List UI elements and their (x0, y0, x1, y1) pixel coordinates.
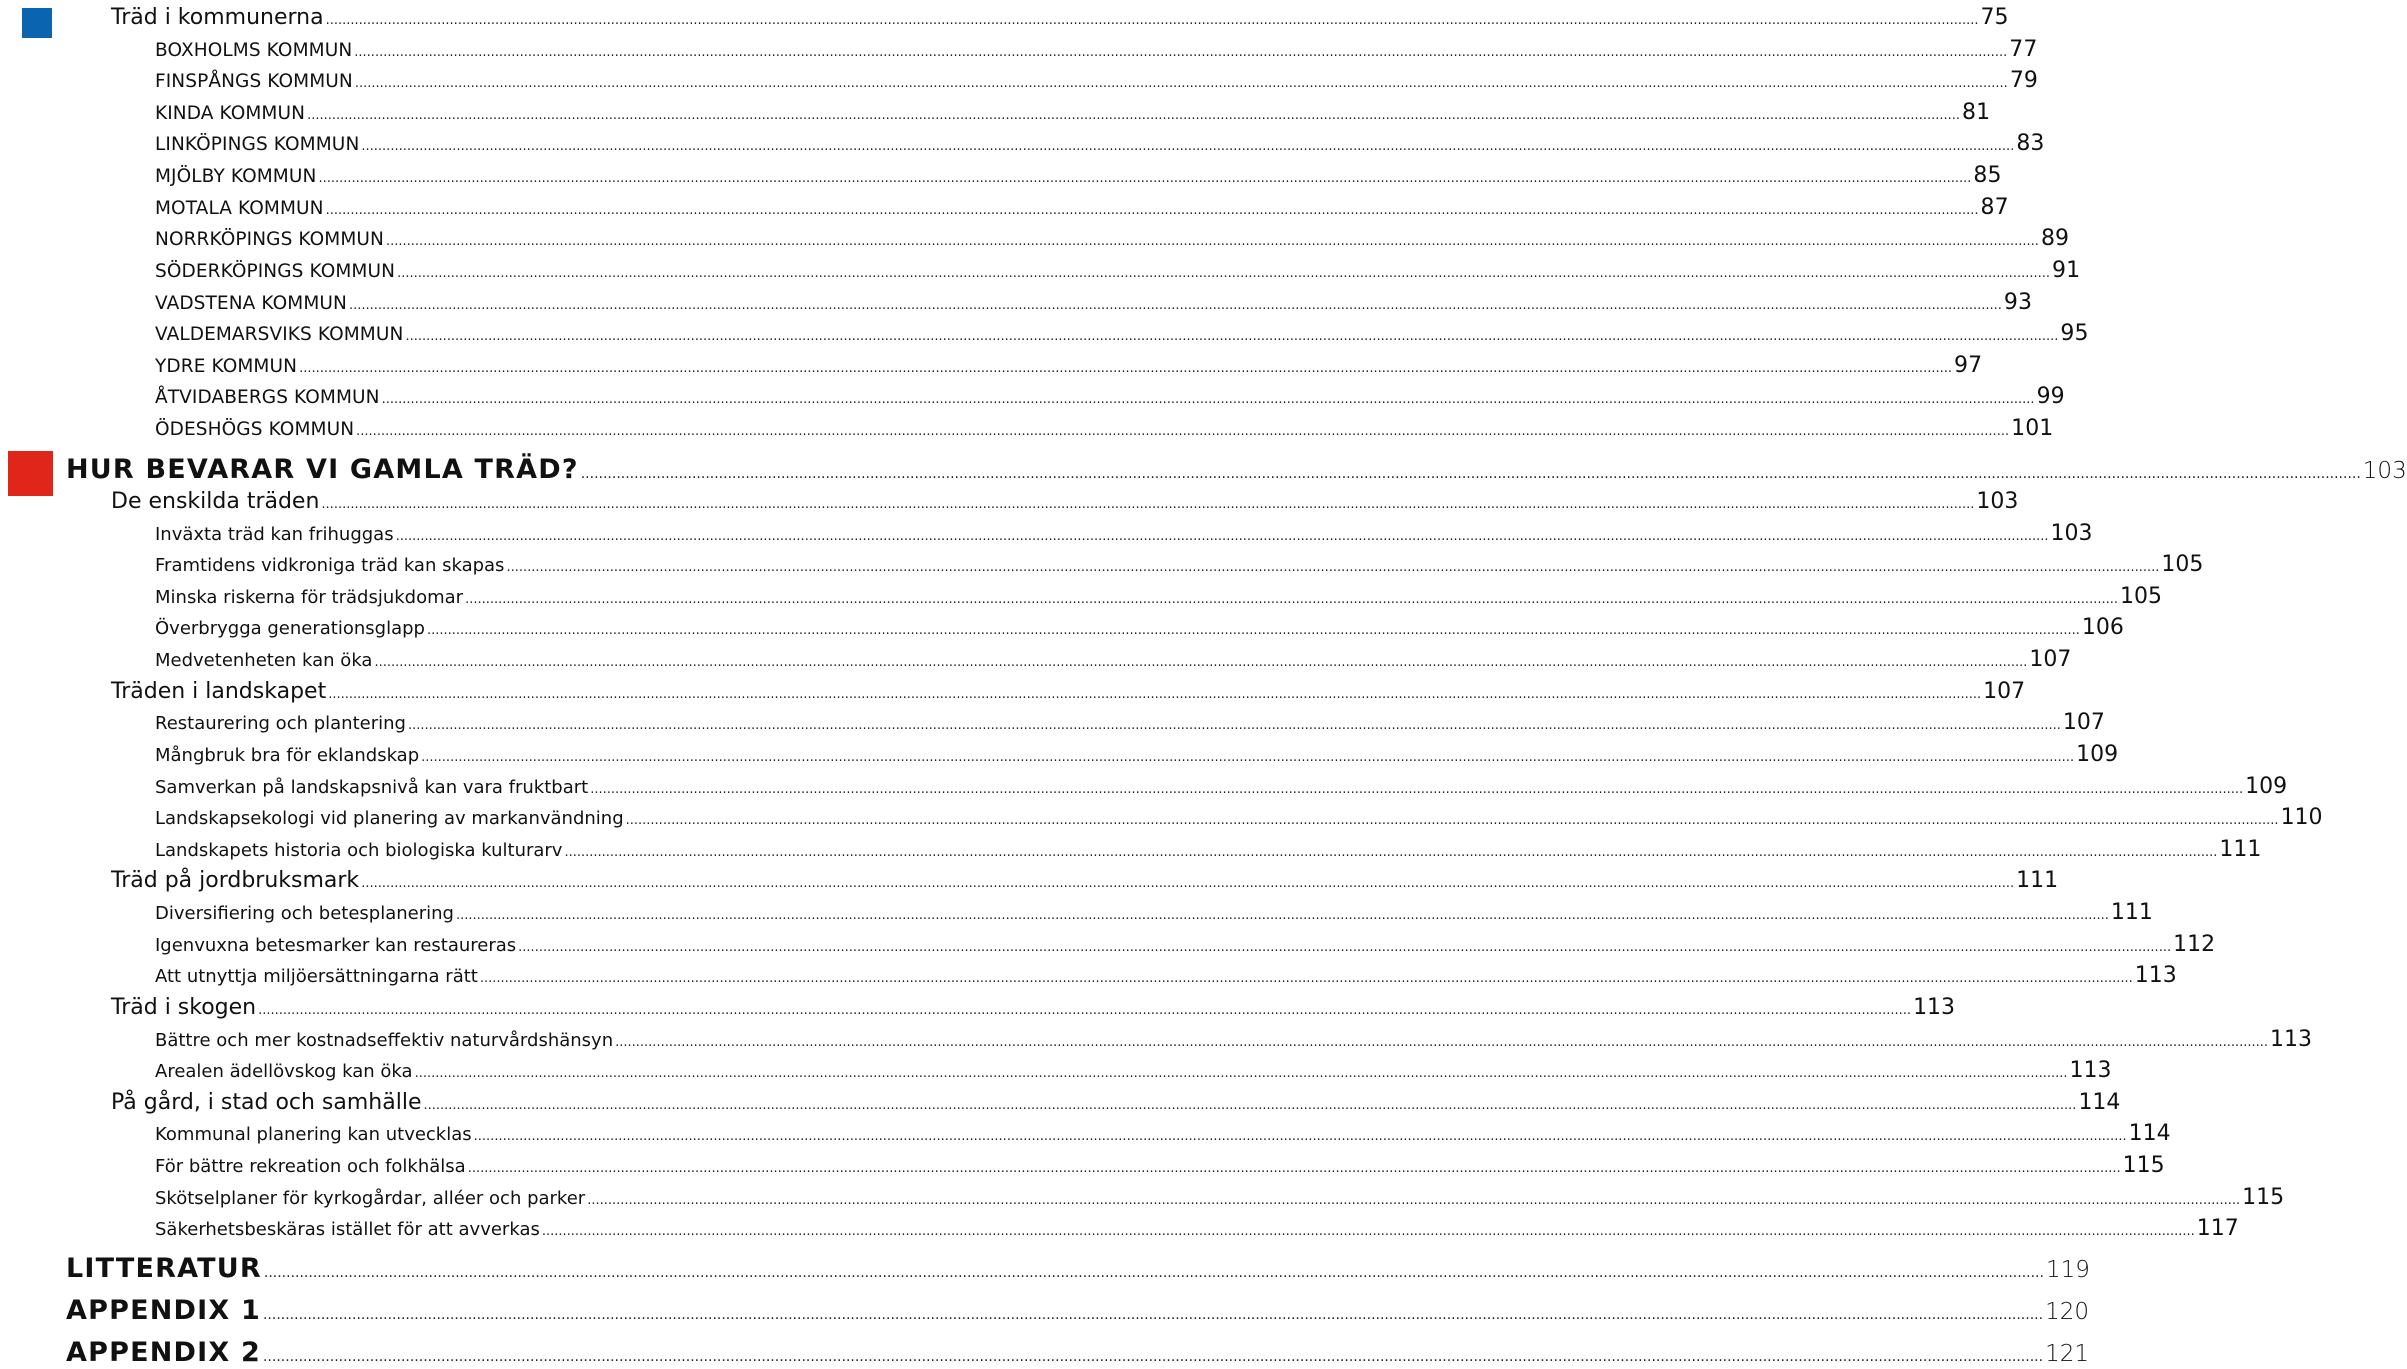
toc-entry-title: Restaurering och plantering (155, 713, 406, 735)
toc-entry-title: NORRKÖPINGS KOMMUN (155, 229, 384, 251)
toc-entry[interactable] (155, 805, 2323, 831)
toc-entry-page: 115 (2242, 1184, 2285, 1210)
toc-entry[interactable] (66, 1337, 2089, 1368)
toc-entry-page: 113 (2069, 1058, 2112, 1084)
toc-entry-page: 113 (2134, 963, 2177, 989)
toc-entry[interactable] (155, 773, 2288, 799)
toc-entry-page: 120 (2045, 1299, 2089, 1325)
toc-entry[interactable] (111, 868, 2059, 894)
toc-entry-page: 106 (2081, 615, 2124, 641)
toc-entry-title: Framtidens vidkroniga träd kan skapas (155, 555, 505, 577)
dot-leader: ................................................................................................................................................................................................................................................................................................................................................................................................................ (354, 44, 2008, 60)
dot-leader: ................................................................................................................................................................................................................................................................................................................................................................................................................ (564, 844, 2218, 860)
dot-leader: ................................................................................................................................................................................................................................................................................................................................................................................................................ (325, 202, 1979, 218)
toc-entry[interactable] (155, 1184, 2285, 1210)
dot-leader: ................................................................................................................................................................................................................................................................................................................................................................................................................ (318, 171, 1972, 187)
toc-entry[interactable] (155, 163, 2002, 189)
dot-leader: ................................................................................................................................................................................................................................................................................................................................................................................................................ (625, 813, 2279, 829)
dot-leader: ................................................................................................................................................................................................................................................................................................................................................................................................................ (328, 686, 1982, 702)
toc-entry-title: Samverkan på landskapsnivå kan vara fruktbart (155, 776, 589, 798)
toc-entry-page: 117 (2196, 1216, 2239, 1242)
toc-entry[interactable] (155, 352, 1983, 378)
dot-leader: ................................................................................................................................................................................................................................................................................................................................................................................................................ (455, 908, 2109, 924)
dot-leader: ................................................................................................................................................................................................................................................................................................................................................................................................................ (361, 139, 2015, 155)
toc-entry-page: 103 (1976, 489, 2019, 514)
toc-entry-title: Bättre och mer kostnadseffektiv naturvårdshänsyn (155, 1029, 614, 1051)
toc-entry[interactable] (155, 836, 2262, 862)
dot-leader: ................................................................................................................................................................................................................................................................................................................................................................................................................ (361, 876, 2015, 892)
toc-entry[interactable] (155, 194, 2009, 220)
dot-leader: ................................................................................................................................................................................................................................................................................................................................................................................................................ (325, 13, 1979, 28)
toc-entry-page: 85 (1973, 163, 2002, 189)
dot-leader: ................................................................................................................................................................................................................................................................................................................................................................................................................ (465, 591, 2118, 607)
toc-entry-title: HUR BEVARAR VI GAMLA TRÄD? (66, 454, 579, 485)
toc-entry-title: Mångbruk bra för eklandskap (155, 744, 420, 766)
toc-entry-page: 111 (2016, 868, 2059, 894)
toc-entry-page: 89 (2040, 226, 2070, 252)
toc-entry[interactable] (111, 5, 2009, 30)
toc-entry-title: Medvetenheten kan öka (155, 650, 373, 672)
toc-entry[interactable] (155, 615, 2124, 641)
toc-entry[interactable] (155, 384, 2065, 410)
toc-entry[interactable] (66, 1253, 2090, 1284)
toc-entry-title: BOXHOLMS KOMMUN (155, 39, 353, 61)
dot-leader: ................................................................................................................................................................................................................................................................................................................................................................................................................ (506, 560, 2160, 576)
toc-entry[interactable] (66, 1295, 2089, 1326)
toc-entry-page: 114 (2128, 1121, 2171, 1147)
toc-entry-title: APPENDIX 2 (66, 1337, 261, 1368)
toc-entry-title: Diversifiering och betesplanering (155, 903, 454, 925)
dot-leader: ................................................................................................................................................................................................................................................................................................................................................................................................................ (587, 1192, 2241, 1208)
toc-entry-page: 107 (2029, 647, 2072, 673)
toc-entry[interactable] (155, 1058, 2112, 1084)
toc-entry-title: Träd på jordbruksmark (111, 868, 360, 894)
dot-leader: ................................................................................................................................................................................................................................................................................................................................................................................................................ (405, 329, 2059, 345)
toc-entry[interactable] (155, 741, 2119, 767)
toc-entry[interactable] (155, 1216, 2239, 1242)
toc-entry[interactable] (155, 1026, 2313, 1052)
toc-entry-title: Kommunal planering kan utvecklas (155, 1124, 472, 1146)
toc-entry[interactable] (111, 994, 1956, 1020)
dot-leader: ................................................................................................................................................................................................................................................................................................................................................................................................................ (307, 107, 1961, 123)
toc-entry-page: 111 (2219, 836, 2262, 862)
toc-entry-page: 110 (2280, 805, 2323, 831)
toc-entry[interactable] (155, 520, 2093, 546)
toc-entry-page: 119 (2045, 1257, 2090, 1283)
dot-leader: ................................................................................................................................................................................................................................................................................................................................................................................................................ (348, 297, 2002, 313)
section-marker-blue (22, 8, 52, 38)
dot-leader: ................................................................................................................................................................................................................................................................................................................................................................................................................ (541, 1224, 2195, 1240)
toc-entry-title: Att utnyttja miljöersättningarna rätt (155, 966, 478, 988)
toc-entry[interactable] (155, 963, 2177, 989)
dot-leader: ................................................................................................................................................................................................................................................................................................................................................................................................................ (263, 1265, 2044, 1281)
toc-entry-page: 111 (2110, 900, 2153, 926)
dot-leader: ................................................................................................................................................................................................................................................................................................................................................................................................................ (262, 1307, 2044, 1323)
toc-entry-title: Landskapets historia och biologiska kulturarv (155, 839, 563, 861)
toc-entry-title: LITTERATUR (66, 1253, 262, 1284)
toc-entry-title: ÅTVIDABERGS KOMMUN (155, 387, 380, 409)
toc-entry-title: Landskapsekologi vid planering av markanvändning (155, 808, 624, 830)
toc-entry[interactable] (155, 257, 2081, 283)
dot-leader: ................................................................................................................................................................................................................................................................................................................................................................................................................ (467, 1161, 2121, 1177)
toc-entry[interactable] (155, 226, 2070, 252)
toc-entry[interactable] (155, 99, 1991, 125)
toc-entry-page: 97 (1954, 352, 1983, 378)
toc-entry-title: De enskilda träden (111, 489, 320, 514)
toc-entry-page: 95 (2060, 321, 2089, 347)
toc-entry[interactable] (155, 552, 2204, 578)
toc-entry[interactable] (111, 1089, 2121, 1115)
dot-leader: ................................................................................................................................................................................................................................................................................................................................................................................................................ (615, 1034, 2269, 1050)
section-marker-red (8, 451, 53, 496)
toc-entry-title: På gård, i stad och samhälle (111, 1089, 422, 1115)
toc-entry-page: 113 (2270, 1026, 2313, 1052)
toc-entry-page: 112 (2173, 931, 2216, 957)
toc-entry[interactable] (155, 321, 2089, 347)
toc-entry-title: LINKÖPINGS KOMMUN (155, 134, 360, 156)
toc-entry-title: VALDEMARSVIKS KOMMUN (155, 324, 404, 346)
dot-leader: ................................................................................................................................................................................................................................................................................................................................................................................................................ (374, 655, 2028, 671)
toc-entry-title: Igenvuxna betesmarker kan restaureras (155, 934, 517, 956)
toc-entry[interactable] (155, 1153, 2165, 1179)
toc-entry-title: KINDA KOMMUN (155, 102, 306, 124)
toc-entry-title: MJÖLBY KOMMUN (155, 166, 317, 188)
toc-entry[interactable] (155, 36, 2038, 62)
dot-leader: ................................................................................................................................................................................................................................................................................................................................................................................................................ (421, 749, 2075, 765)
toc-entry-page: 91 (2052, 257, 2081, 283)
dot-leader: ................................................................................................................................................................................................................................................................................................................................................................................................................ (518, 939, 2172, 955)
toc-entry[interactable] (155, 289, 2033, 315)
toc-entry[interactable] (155, 416, 2054, 442)
dot-leader: ................................................................................................................................................................................................................................................................................................................................................................................................................ (426, 623, 2080, 639)
dot-leader: ................................................................................................................................................................................................................................................................................................................................................................................................................ (423, 1097, 2077, 1113)
dot-leader: ................................................................................................................................................................................................................................................................................................................................................................................................................ (473, 1129, 2127, 1145)
toc-entry[interactable] (155, 1121, 2171, 1147)
toc-entry[interactable] (66, 454, 2407, 485)
dot-leader: ................................................................................................................................................................................................................................................................................................................................................................................................................ (590, 781, 2244, 797)
toc-entry-page: 113 (1913, 994, 1956, 1020)
toc-entry-title: Inväxta träd kan frihuggas (155, 523, 394, 545)
toc-entry-page: 101 (2011, 416, 2054, 442)
toc-entry-page: 107 (2062, 710, 2105, 736)
toc-entry-page: 79 (2009, 68, 2039, 94)
dot-leader: ................................................................................................................................................................................................................................................................................................................................................................................................................ (397, 265, 2051, 281)
dot-leader: ................................................................................................................................................................................................................................................................................................................................................................................................................ (479, 971, 2133, 987)
toc-entry-title: Träd i kommunerna (111, 5, 324, 30)
toc-entry[interactable] (155, 931, 2216, 957)
toc-entry-page: 81 (1962, 99, 1991, 125)
toc-entry-page: 77 (2009, 36, 2038, 62)
toc-entry-title: För bättre rekreation och folkhälsa (155, 1156, 466, 1178)
dot-leader: ................................................................................................................................................................................................................................................................................................................................................................................................................ (407, 718, 2061, 734)
toc-entry[interactable] (155, 710, 2105, 736)
toc-entry-page: 121 (2045, 1341, 2089, 1367)
toc-entry[interactable] (155, 647, 2072, 673)
toc-entry-title: Minska riskerna för trädsjukdomar (155, 586, 464, 608)
toc-entry[interactable] (155, 68, 2039, 94)
toc-entry-page: 103 (2050, 520, 2093, 546)
dot-leader: ................................................................................................................................................................................................................................................................................................................................................................................................................ (321, 497, 1975, 512)
toc-entry[interactable] (111, 489, 2019, 514)
toc-entry-page: 115 (2122, 1153, 2165, 1179)
toc-entry-title: YDRE KOMMUN (155, 355, 298, 377)
toc-entry-page: 109 (2245, 773, 2288, 799)
dot-leader: ................................................................................................................................................................................................................................................................................................................................................................................................................ (258, 1002, 1912, 1018)
dot-leader: ................................................................................................................................................................................................................................................................................................................................................................................................................ (262, 1349, 2044, 1365)
toc-entry-title: SÖDERKÖPINGS KOMMUN (155, 260, 396, 282)
dot-leader: ................................................................................................................................................................................................................................................................................................................................................................................................................ (386, 234, 2039, 250)
toc-entry[interactable] (111, 678, 2026, 704)
toc-entry-page: 103 (2362, 458, 2407, 484)
toc-entry-page: 93 (2003, 289, 2033, 315)
toc-entry-page: 114 (2078, 1089, 2121, 1115)
toc-entry-title: Träden i landskapet (111, 678, 327, 704)
toc-entry-page: 83 (2016, 131, 2045, 157)
toc-entry-page: 105 (2161, 552, 2204, 578)
dot-leader: ................................................................................................................................................................................................................................................................................................................................................................................................................ (395, 528, 2049, 544)
toc-entry-title: Skötselplaner för kyrkogårdar, alléer och parker (155, 1187, 586, 1209)
dot-leader: ................................................................................................................................................................................................................................................................................................................................................................................................................ (414, 1066, 2068, 1082)
toc-entry-page: 75 (1980, 5, 2009, 30)
dot-leader: ................................................................................................................................................................................................................................................................................................................................................................................................................ (580, 466, 2361, 482)
dot-leader: ................................................................................................................................................................................................................................................................................................................................................................................................................ (381, 392, 2035, 408)
dot-leader: ................................................................................................................................................................................................................................................................................................................................................................................................................ (354, 76, 2008, 92)
dot-leader: ................................................................................................................................................................................................................................................................................................................................................................................................................ (299, 360, 1952, 376)
toc-entry-title: ÖDESHÖGS KOMMUN (155, 419, 355, 441)
toc-entry-title: MOTALA KOMMUN (155, 197, 324, 219)
dot-leader: ................................................................................................................................................................................................................................................................................................................................................................................................................ (356, 424, 2010, 440)
toc-entry[interactable] (155, 900, 2153, 926)
toc-entry-title: VADSTENA KOMMUN (155, 292, 347, 314)
toc-entry-page: 87 (1980, 194, 2009, 220)
toc-entry-page: 107 (1983, 678, 2026, 704)
toc-entry-title: FINSPÅNGS KOMMUN (155, 71, 353, 93)
toc-entry-page: 105 (2120, 583, 2162, 609)
toc-entry-title: Träd i skogen (111, 994, 257, 1020)
toc-entry[interactable] (155, 131, 2045, 157)
toc-entry-page: 109 (2076, 741, 2119, 767)
toc-entry-title: APPENDIX 1 (66, 1295, 261, 1326)
toc-entry-page: 99 (2036, 384, 2065, 410)
toc-entry[interactable] (155, 583, 2162, 609)
toc-entry-title: Säkerhetsbeskäras istället för att avverkas (155, 1219, 540, 1241)
toc-entry-title: Arealen ädellövskog kan öka (155, 1061, 413, 1083)
toc-entry-title: Överbrygga generationsglapp (155, 618, 425, 640)
